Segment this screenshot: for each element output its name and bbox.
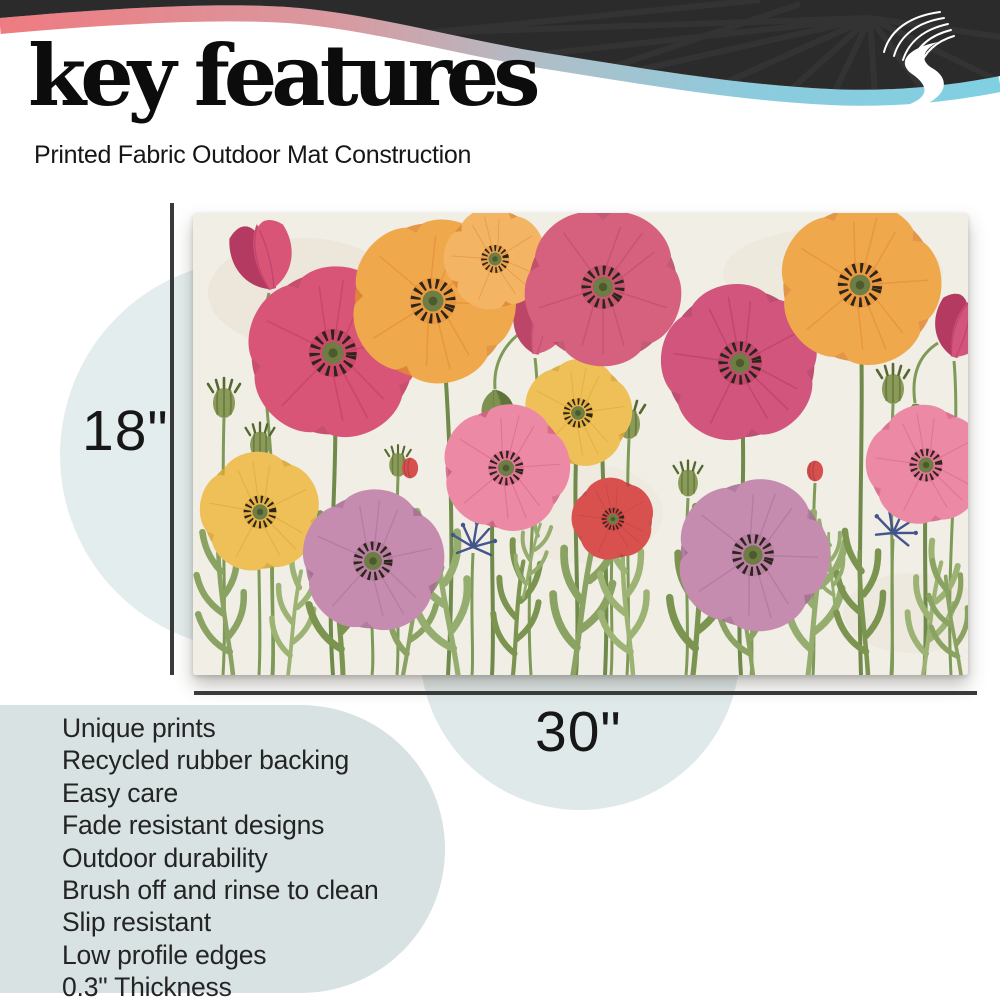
width-dimension-label: 30" — [535, 700, 622, 764]
feature-item: Easy care — [62, 777, 179, 808]
feature-item: Recycled rubber backing — [62, 745, 350, 776]
page-subtitle: Printed Fabric Outdoor Mat Construction — [34, 141, 472, 169]
height-dimension-label: 18" — [82, 399, 169, 463]
feature-list — [62, 712, 379, 1004]
product-image — [193, 213, 968, 675]
width-dimension-line — [194, 691, 977, 695]
poppy-print-art — [193, 213, 968, 675]
height-dimension-line — [170, 203, 174, 675]
feature-item: Fade resistant designs — [62, 810, 325, 841]
feature-item: Outdoor durability — [62, 842, 268, 873]
feature-item: Low profile edges — [62, 939, 267, 970]
feature-item: Slip resistant — [62, 907, 211, 938]
page-title: key features — [28, 26, 535, 125]
feature-item: Unique prints — [62, 713, 216, 743]
feature-item: 0.3" Thickness — [62, 972, 232, 1003]
feature-item: Brush off and rinse to clean — [62, 875, 379, 906]
